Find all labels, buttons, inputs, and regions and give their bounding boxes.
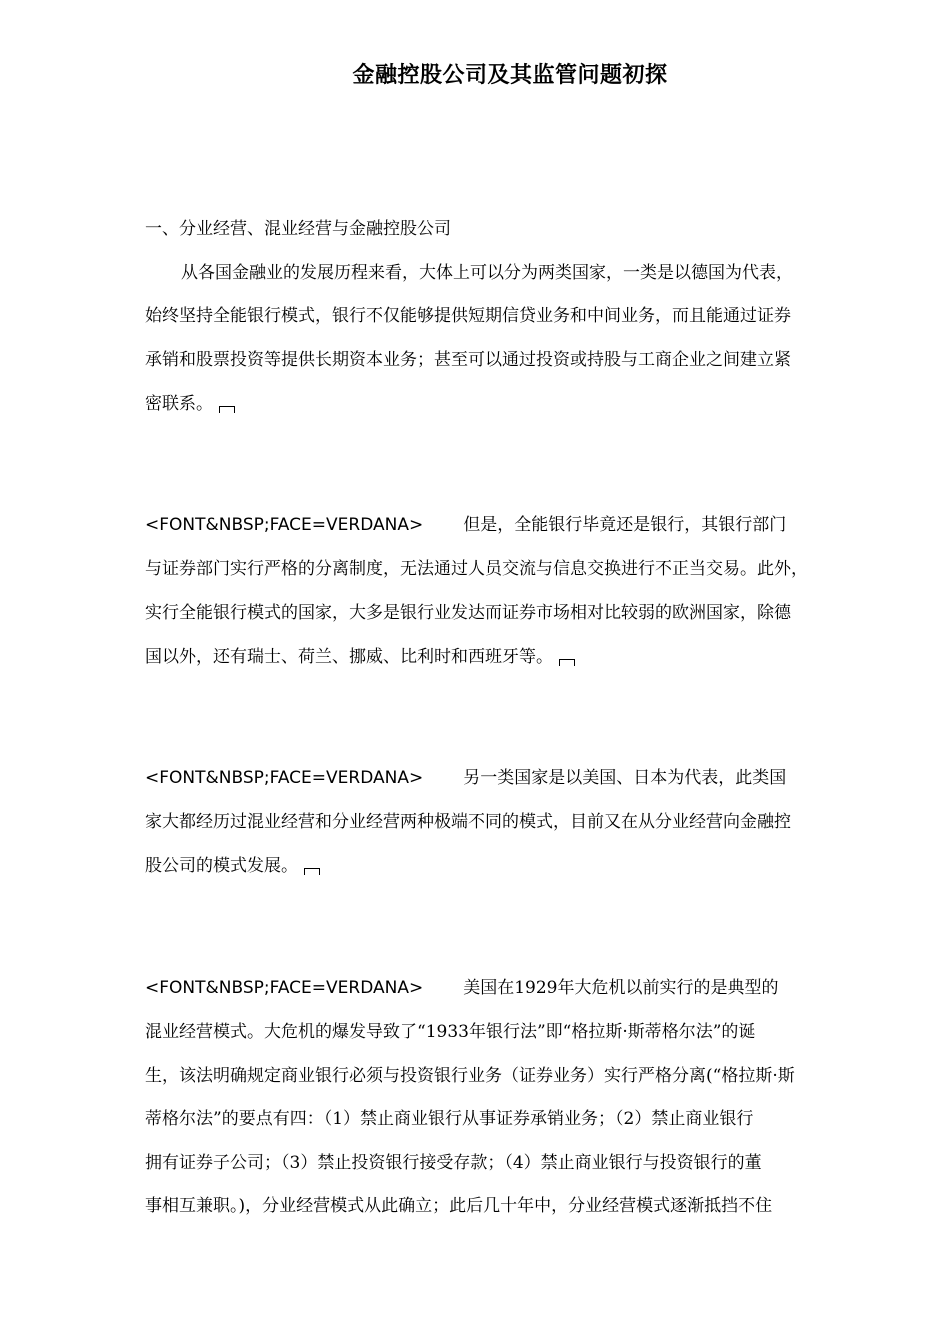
paragraph-line xyxy=(145,767,786,789)
paragraph-text: 股公司的模式发展。 xyxy=(145,856,298,876)
paragraph-line xyxy=(145,514,786,536)
paragraph-line xyxy=(145,646,575,668)
paragraph-line: 实行全能银行模式的国家，大多是银行业发达而证券市场相对比较弱的欧洲国家，除德 xyxy=(145,603,791,623)
paragraph-text: 国以外，还有瑞士、荷兰、挪威、比利时和西班牙等。 xyxy=(145,647,553,667)
paragraph-line xyxy=(145,855,320,877)
footnote-mark-icon xyxy=(304,868,320,875)
paragraph-text: 美国在1929年大危机以前实行的是典型的 xyxy=(463,978,779,998)
paragraph-line: 拥有证券子公司；（3）禁止投资银行接受存款；（4）禁止商业银行与投资银行的董 xyxy=(145,1153,762,1173)
paragraph-line: 事相互兼职。)，分业经营模式从此确立；此后几十年中，分业经营模式逐渐抵挡不住 xyxy=(145,1196,773,1216)
paragraph-text: 但是，全能银行毕竟还是银行，其银行部门 xyxy=(463,515,787,535)
paragraph-line xyxy=(145,393,235,415)
paragraph-line: 与证券部门实行严格的分离制度，无法通过人员交流与信息交换进行不正当交易。此外， xyxy=(145,559,808,579)
paragraph-line: 家大都经历过混业经营和分业经营两种极端不同的模式，目前又在从分业经营向金融控 xyxy=(145,812,791,832)
footnote-mark-icon xyxy=(559,659,575,666)
paragraph-text: 密联系。 xyxy=(145,394,213,414)
paragraph-line: 混业经营模式。大危机的爆发导致了“1933年银行法”即“格拉斯·斯蒂格尔法”的诞 xyxy=(145,1022,756,1042)
section-heading: 一、分业经营、混业经营与金融控股公司 xyxy=(145,219,451,239)
font-tag-text: <FONT&NBSP;FACE=VERDANA> xyxy=(145,515,424,535)
paragraph-text: 另一类国家是以美国、日本为代表，此类国 xyxy=(463,768,787,788)
paragraph-line xyxy=(145,977,778,999)
paragraph-line: 蒂格尔法”的要点有四：（1）禁止商业银行从事证券承销业务；（2）禁止商业银行 xyxy=(145,1109,754,1129)
document-title: 金融控股公司及其监管问题初探 xyxy=(352,63,668,88)
paragraph-line: 承销和股票投资等提供长期资本业务；甚至可以通过投资或持股与工商企业之间建立紧 xyxy=(145,350,791,370)
paragraph-line: 生，该法明确规定商业银行必须与投资银行业务（证券业务）实行严格分离(“格拉斯·斯 xyxy=(145,1066,795,1086)
font-tag-text: <FONT&NBSP;FACE=VERDANA> xyxy=(145,978,424,998)
paragraph-line: 始终坚持全能银行模式，银行不仅能够提供短期信贷业务和中间业务，而且能通过证券 xyxy=(145,306,791,326)
font-tag-text: <FONT&NBSP;FACE=VERDANA> xyxy=(145,768,424,788)
paragraph-line: 从各国金融业的发展历程来看，大体上可以分为两类国家，一类是以德国为代表， xyxy=(181,263,793,283)
footnote-mark-icon xyxy=(219,406,235,413)
